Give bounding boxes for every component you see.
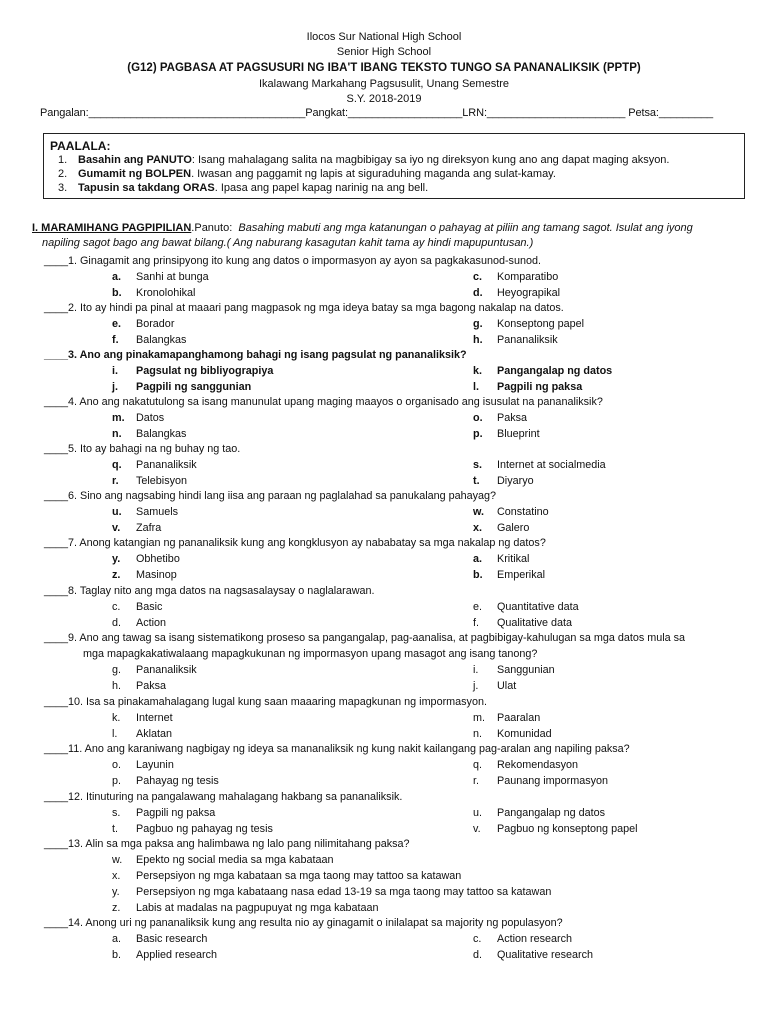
choice-text: Diyaryo	[497, 475, 534, 487]
choice-text: Basic	[136, 601, 163, 613]
choice-letter: c.	[473, 271, 483, 283]
directions-line-1: Basahing mabuti ang mga katanungan o pahayag at piliin ang tamang sagot. Isulat ang iyong	[238, 222, 693, 234]
choice-text: Kronolohikal	[136, 287, 196, 299]
choice-text: Pagbuo ng konseptong papel	[497, 823, 638, 835]
choice-letter: n.	[473, 728, 483, 740]
choice-letter: d.	[473, 287, 483, 299]
choice-text: Pagpili ng paksa	[497, 381, 583, 393]
choice-1-b[interactable]	[112, 286, 195, 301]
choice-3-i[interactable]	[112, 364, 273, 379]
choice-9-j[interactable]	[473, 679, 516, 694]
choice-text: Galero	[497, 522, 530, 534]
paalala-rule-1	[58, 154, 669, 166]
question-13: ____13. Alin sa mga paksa ang halimbawa ng lalo pang nilimitahang paksa?	[44, 838, 410, 850]
choice-13-x[interactable]	[112, 869, 461, 884]
choice-text: Pangangalap ng datos	[497, 807, 606, 819]
choice-letter: t.	[112, 823, 118, 835]
choice-text: Persepsiyon ng mga kabataan sa mga taong may tattoo sa katawan	[136, 870, 462, 882]
choice-2-g[interactable]	[473, 317, 584, 332]
school-level: Senior High School	[336, 46, 432, 58]
directions-line-2: napiling sagot bago ang bawat bilang.( Ang naburang kasagutan kahit tama ay hindi mapupuntusan.)	[42, 237, 534, 249]
choice-letter: t.	[473, 475, 480, 487]
choice-2-h[interactable]	[473, 333, 558, 348]
choice-8-d[interactable]	[112, 616, 166, 631]
choice-letter: p.	[112, 775, 122, 787]
choice-letter: v.	[112, 522, 121, 534]
choice-4-n[interactable]	[112, 427, 186, 442]
choice-text: Internet at socialmedia	[497, 459, 606, 471]
choice-text: Qualitative research	[497, 949, 594, 961]
school-name: Ilocos Sur National High School	[306, 31, 462, 43]
choice-14-c[interactable]	[473, 932, 572, 947]
choice-text: Heyograpikal	[497, 287, 561, 299]
choice-12-t[interactable]	[112, 822, 273, 837]
choice-text: Paksa	[497, 412, 528, 424]
panuto-label: .Panuto:	[191, 222, 233, 234]
choice-letter: d.	[112, 617, 122, 629]
choice-text: Pagbuo ng pahayag ng tesis	[136, 823, 273, 835]
choice-letter: d.	[473, 949, 483, 961]
choice-text: Action research	[497, 933, 573, 945]
choice-text: Telebisyon	[136, 475, 188, 487]
choice-14-b[interactable]	[112, 948, 217, 963]
choice-letter: v.	[473, 823, 481, 835]
choice-text: Paksa	[136, 680, 167, 692]
choice-2-f[interactable]	[112, 333, 186, 348]
choice-7-y[interactable]	[112, 552, 180, 567]
choice-1-a[interactable]	[112, 270, 209, 285]
question-8: ____8. Taglay nito ang mga datos na nagsasalaysay o naglalarawan.	[44, 585, 375, 597]
choice-text: Qualitative data	[497, 617, 573, 629]
choice-10-k[interactable]	[112, 711, 173, 726]
choice-8-f[interactable]	[473, 616, 572, 631]
choice-letter: h.	[473, 334, 483, 346]
choice-13-z[interactable]	[112, 901, 379, 916]
choice-5-q[interactable]	[112, 458, 197, 473]
choice-letter: h.	[112, 680, 122, 692]
choice-letter: e.	[473, 601, 483, 613]
rule-text: : Isang mahalagang salita na magbibigay sa iyo ng direksyon kung ano ang dapat maging aksyon.	[191, 154, 670, 166]
choice-text: Applied research	[136, 949, 218, 961]
paalala-title: PAALALA:	[50, 139, 111, 153]
choice-text: Epekto ng social media sa mga kabataan	[136, 854, 334, 866]
choice-letter: z.	[112, 902, 121, 914]
choice-letter: s.	[112, 807, 121, 819]
subject-title: (G12) PAGBASA AT PAGSUSURI NG IBA'T IBANG TEKSTO TUNGO SA PANANALIKSIK (PPTP)	[127, 62, 641, 74]
choice-letter: j.	[473, 680, 479, 692]
choice-text: Emperikal	[497, 569, 546, 581]
choice-text: Pagpili ng sanggunian	[136, 381, 252, 393]
choice-6-u[interactable]	[112, 505, 178, 520]
choice-5-s[interactable]	[473, 458, 606, 473]
choice-8-c[interactable]	[112, 600, 162, 615]
choice-letter: q.	[473, 759, 483, 771]
rule-number: 1.	[58, 154, 68, 166]
choice-3-k[interactable]	[473, 364, 612, 379]
choice-letter: x.	[112, 870, 121, 882]
choice-11-p[interactable]	[112, 774, 219, 789]
choice-letter: g.	[473, 318, 483, 330]
rule-lead: Basahin ang PANUTO	[78, 154, 192, 166]
rule-text: . Iwasan ang paggamit ng lapis at siguraduhing maganda ang sulat-kamay.	[191, 168, 556, 180]
choice-1-d[interactable]	[473, 286, 560, 301]
choice-3-j[interactable]	[112, 380, 251, 395]
choice-5-t[interactable]	[473, 474, 534, 489]
question-6: ____6. Sino ang nagsabing hindi lang iisa ang paraan ng paglalahad sa panukalang pahayag?	[44, 490, 497, 502]
choice-8-e[interactable]	[473, 600, 579, 615]
choice-letter: j.	[112, 381, 118, 393]
rule-lead: Tapusin sa takdang ORAS	[78, 182, 215, 194]
choice-5-r[interactable]	[112, 474, 187, 489]
choice-text: Pananaliksik	[136, 459, 197, 471]
choice-text: Balangkas	[136, 428, 187, 440]
choice-text: Basic research	[136, 933, 208, 945]
choice-1-c[interactable]	[473, 270, 558, 285]
choice-letter: l.	[473, 381, 479, 393]
choice-letter: k.	[112, 712, 121, 724]
choice-text: Internet	[136, 712, 173, 724]
choice-letter: n.	[112, 428, 122, 440]
choice-letter: z.	[112, 569, 121, 581]
choice-letter: m.	[473, 712, 485, 724]
choice-letter: b.	[112, 287, 122, 299]
directions-line-2-wrap	[42, 236, 533, 251]
choice-letter: o.	[473, 412, 483, 424]
choice-11-o[interactable]	[112, 758, 174, 773]
choice-letter: p.	[473, 428, 483, 440]
choice-text: Pangangalap ng datos	[497, 365, 613, 377]
choice-letter: u.	[473, 807, 483, 819]
choice-letter: i.	[112, 365, 118, 377]
question-1: ____1. Ginagamit ang prinsipyong ito kung ang datos o impormasyon ay ayon sa pagkakasunod-sunod.	[44, 255, 541, 267]
choice-text: Komparatibo	[497, 271, 559, 283]
choice-2-e[interactable]	[112, 317, 174, 332]
choice-letter: r.	[473, 775, 479, 787]
choice-4-o[interactable]	[473, 411, 527, 426]
choice-text: Aklatan	[136, 728, 173, 740]
choice-letter: c.	[112, 601, 121, 613]
choice-letter: x.	[473, 522, 483, 534]
choice-letter: e.	[112, 318, 122, 330]
question-9: ____9. Ano ang tawag sa isang sistematikong proseso sa pangangalap, pag-aanalisa, at pagbibigay-kahulugan sa mga datos mula sa	[44, 632, 686, 644]
question-4: ____4. Ano ang nakatutulong sa isang manunulat upang maging maayos o organisado ang isusulat na pananaliksik?	[44, 396, 603, 408]
choice-text: Datos	[136, 412, 165, 424]
choice-7-b[interactable]	[473, 568, 545, 583]
choice-11-q[interactable]	[473, 758, 578, 773]
question-9-continued: mga mapagkakatiwalaang mapagkukunan ng impormasyon upang masagot ang isang tanong?	[83, 648, 538, 660]
choice-9-g[interactable]	[112, 663, 197, 678]
choice-letter: a.	[473, 553, 483, 565]
choice-text: Constatino	[497, 506, 549, 518]
choice-3-l[interactable]	[473, 380, 582, 395]
question-3: ____3. Ano ang pinakamapanghamong bahagi ng isang pagsulat ng pananaliksik?	[44, 349, 467, 361]
choice-letter: g.	[112, 664, 122, 676]
school-year: S.Y. 2018-2019	[346, 93, 422, 105]
choice-12-s[interactable]	[112, 806, 215, 821]
choice-text: Pagsulat ng bibliyograpiya	[136, 365, 274, 377]
rule-number: 2.	[58, 168, 68, 180]
choice-text: Sanggunian	[497, 664, 555, 676]
choice-letter: r.	[112, 475, 119, 487]
choice-letter: o.	[112, 759, 122, 771]
choice-text: Blueprint	[497, 428, 540, 440]
choice-4-p[interactable]	[473, 427, 540, 442]
question-14: ____14. Anong uri ng pananaliksik kung ang resulta nio ay ginagamit o inilalapat sa majority ng populasyon?	[44, 917, 563, 929]
paalala-rule-2	[58, 168, 556, 180]
choice-letter: l.	[112, 728, 118, 740]
student-info-line[interactable]: Pangalan:____________________________________Pangkat:___________________LRN:_______________________ Petsa:_________	[40, 107, 714, 119]
choice-text: Komunidad	[497, 728, 552, 740]
choice-letter: w.	[473, 506, 484, 518]
choice-12-v[interactable]	[473, 822, 637, 837]
question-5: ____5. Ito ay bahagi na ng buhay ng tao.	[44, 443, 241, 455]
choice-letter: a.	[112, 271, 122, 283]
choice-letter: b.	[112, 949, 122, 961]
choice-10-l[interactable]	[112, 727, 172, 742]
choice-letter: y.	[112, 886, 120, 898]
choice-letter: a.	[112, 933, 122, 945]
choice-letter: m.	[112, 412, 125, 424]
choice-letter: i.	[473, 664, 479, 676]
choice-text: Zafra	[136, 522, 162, 534]
choice-text: Action	[136, 617, 167, 629]
question-2: ____2. Ito ay hindi pa pinal at maaari pang magpasok ng mga ideya batay sa mga bagong nakalap na datos.	[44, 302, 564, 314]
choice-text: Paaralan	[497, 712, 541, 724]
choice-text: Obhetibo	[136, 553, 180, 565]
choice-text: Quantitative data	[497, 601, 579, 613]
choice-text: Pananaliksik	[497, 334, 558, 346]
choice-text: Persepsiyon ng mga kabataang nasa edad 13-19 sa mga taong may tattoo sa katawan	[136, 886, 552, 898]
choice-text: Borador	[136, 318, 175, 330]
paalala-rule-3	[58, 182, 428, 194]
choice-letter: y.	[112, 553, 121, 565]
choice-letter: w.	[112, 854, 123, 866]
choice-text: Konseptong papel	[497, 318, 585, 330]
choice-text: Sanhi at bunga	[136, 271, 209, 283]
question-11: ____11. Ano ang karaniwang nagbigay ng ideya sa mananaliksik ng kung nakit kailangang pag-aralan ang napiling paksa?	[44, 743, 630, 755]
choice-letter: b.	[473, 569, 483, 581]
rule-number: 3.	[58, 182, 68, 194]
choice-text: Kritikal	[497, 553, 530, 565]
choice-letter: u.	[112, 506, 122, 518]
choice-letter: f.	[473, 617, 479, 629]
choice-letter: f.	[112, 334, 119, 346]
choice-text: Layunin	[136, 759, 174, 771]
choice-11-r[interactable]	[473, 774, 608, 789]
choice-text: Labis at madalas na pagpupuyat ng mga kabataan	[136, 902, 379, 914]
choice-letter: s.	[473, 459, 483, 471]
choice-14-d[interactable]	[473, 948, 593, 963]
choice-9-h[interactable]	[112, 679, 166, 694]
question-7: ____7. Anong katangian ng pananaliksik kung ang kongklusyon ay nababatay sa mga nakalap ng datos?	[44, 537, 546, 549]
rule-text: . Ipasa ang papel kapag narinig na ang bell.	[214, 182, 429, 194]
choice-6-v[interactable]	[112, 521, 161, 536]
choice-text: Paunang impormasyon	[497, 775, 609, 787]
choice-letter: q.	[112, 459, 122, 471]
choice-12-u[interactable]	[473, 806, 605, 821]
choice-text: Masinop	[136, 569, 177, 581]
exam-title: Ikalawang Markahang Pagsusulit, Unang Semestre	[258, 78, 510, 90]
question-12: ____12. Itinuturing na pangalawang mahalagang hakbang sa pananaliksik.	[44, 791, 403, 803]
choice-14-a[interactable]	[112, 932, 207, 947]
choice-text: Rekomendasyon	[497, 759, 579, 771]
section-title: I. MARAMIHANG PAGPIPILIAN	[32, 222, 192, 234]
choice-text: Pananaliksik	[136, 664, 197, 676]
paalala-box	[43, 133, 745, 199]
choice-7-z[interactable]	[112, 568, 177, 583]
choice-text: Balangkas	[136, 334, 187, 346]
choice-13-w[interactable]	[112, 853, 333, 868]
section-heading	[32, 221, 693, 236]
choice-text: Pahayag ng tesis	[136, 775, 219, 787]
choice-text: Samuels	[136, 506, 179, 518]
question-10: ____10. Isa sa pinakamahalagang lugal kung saan maaaring mapagkunan ng impormasyon.	[44, 696, 487, 708]
choice-13-y[interactable]	[112, 885, 551, 900]
choice-10-m[interactable]	[473, 711, 540, 726]
choice-letter: c.	[473, 933, 482, 945]
choice-7-a[interactable]	[473, 552, 529, 567]
choice-9-i[interactable]	[473, 663, 555, 678]
choice-6-x[interactable]	[473, 521, 529, 536]
choice-letter: k.	[473, 365, 483, 377]
choice-text: Ulat	[497, 680, 517, 692]
choice-4-m[interactable]	[112, 411, 164, 426]
choice-text: Pagpili ng paksa	[136, 807, 216, 819]
choice-10-n[interactable]	[473, 727, 552, 742]
choice-6-w[interactable]	[473, 505, 549, 520]
rule-lead: Gumamit ng BOLPEN	[78, 168, 192, 180]
